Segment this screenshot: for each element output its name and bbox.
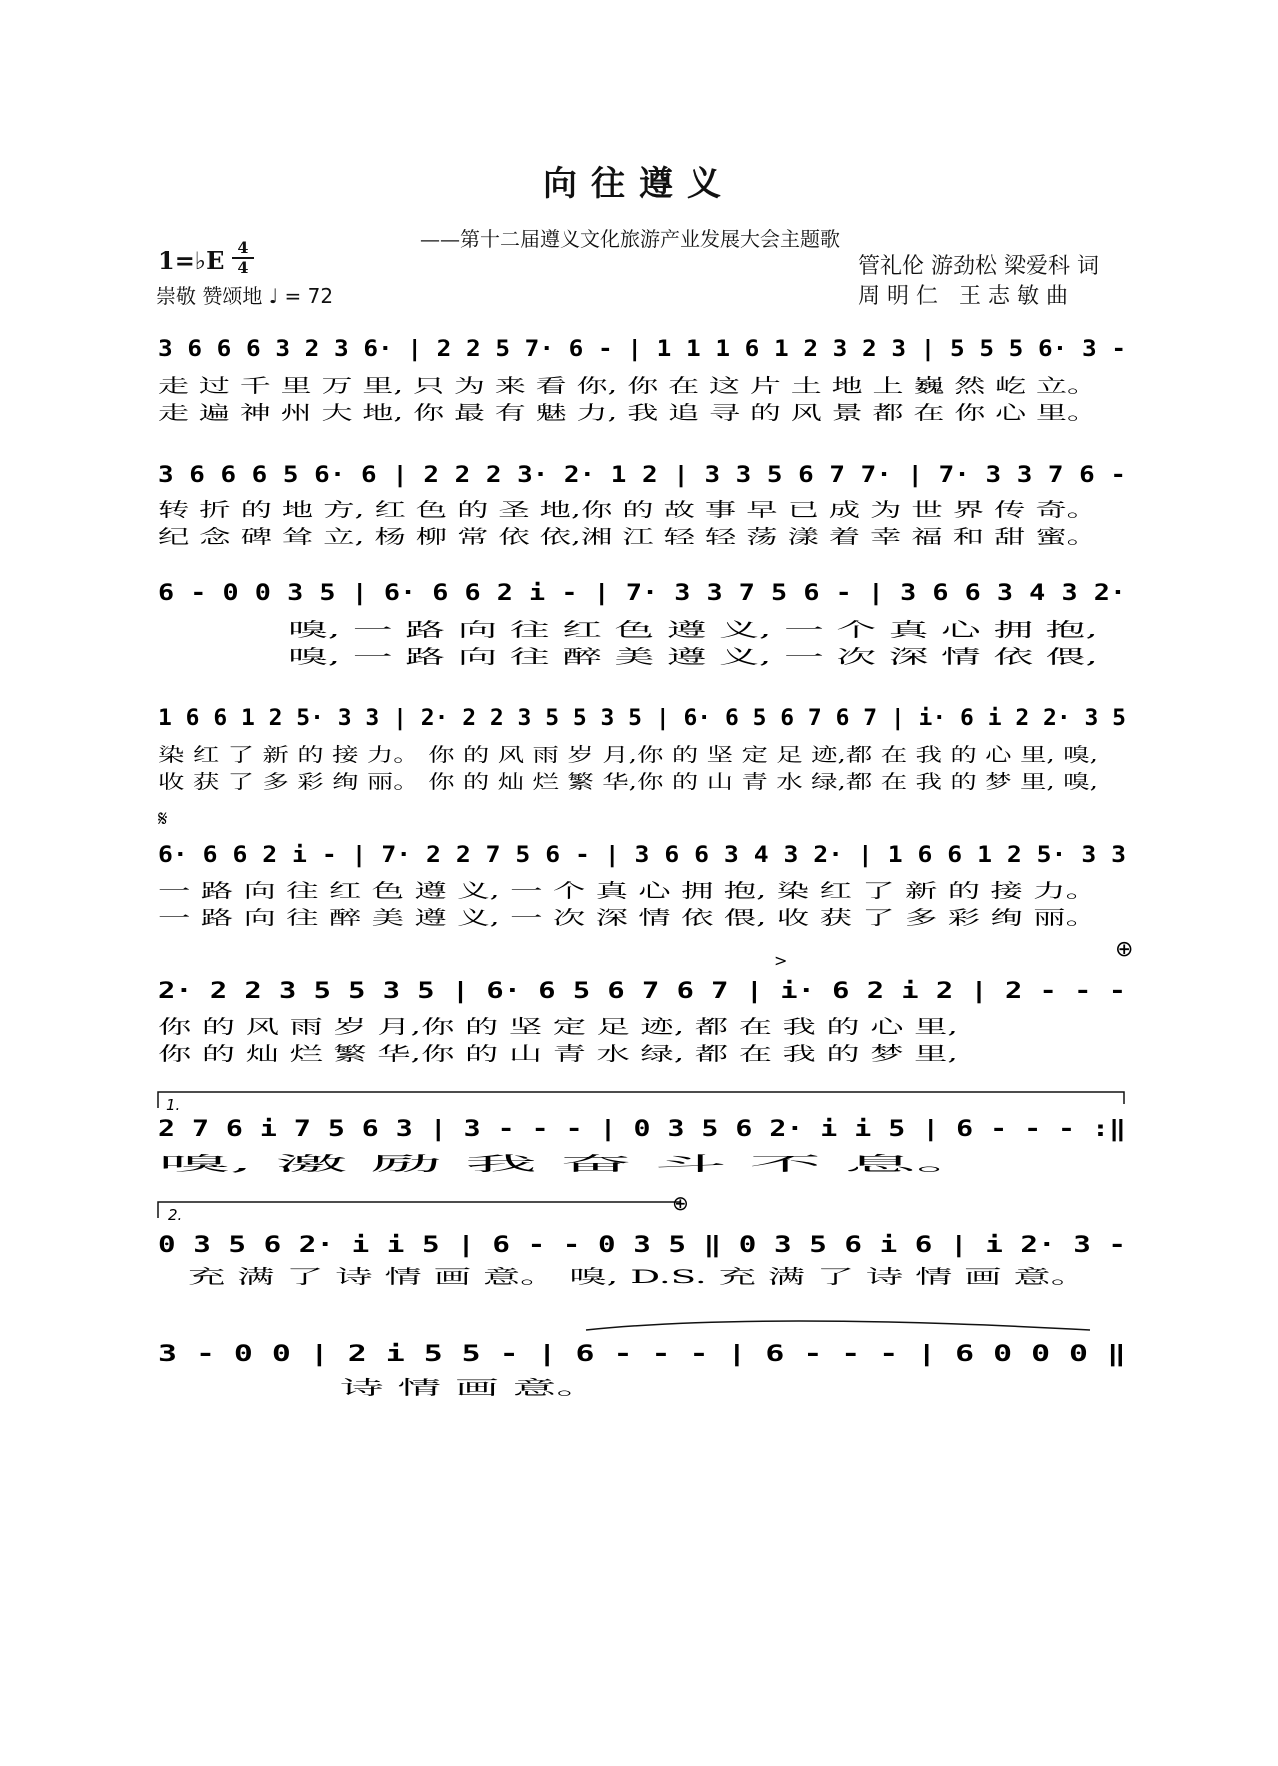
quarter-note-icon: ♩ <box>268 284 279 308</box>
lyric-4b: 收 获 了 多 彩 绚 丽。 你 的 灿 烂 繁 华,你 的 山 青 水 绿,都 在 我 的 梦 里, 嗅, <box>158 771 1098 793</box>
key-signature: 1=♭E <box>158 246 225 275</box>
page-title: 向往遵义 <box>543 164 735 204</box>
lyric-8a: 充 满 了 诗 情 画 意。 嗅, D.S. 充 满 了 诗 情 画 意。 <box>188 1266 1088 1288</box>
lyric-3b: 嗅, 一 路 向 往 醉 美 遵 义, 一 次 深 情 依 偎, <box>288 646 1098 668</box>
lyric-2b: 纪 念 碑 耸 立, 杨 柳 常 依 依,湘 江 轻 轻 荡 漾 着 幸 福 和 甜 蜜。 <box>158 526 1098 548</box>
system-4 <box>158 706 1126 793</box>
coda-sign: ⊕ <box>1115 937 1134 962</box>
notes-line-8: 0 3 5 6 2· i i 5 | 6 - - 0 3 5 ‖ 0 3 5 6 i 6 | i 2· 3 - <box>158 1233 1126 1258</box>
tempo-text: 崇敬 赞颂地 <box>156 284 263 308</box>
lyric-7a: 嗅, 激 励 我 奋 斗 不 息。 <box>158 1153 988 1175</box>
system-3 <box>158 581 1126 668</box>
ending-1-bracket <box>158 1092 1124 1108</box>
meter-bottom: 4 <box>237 258 249 277</box>
lyricist: 管礼伦 游劲松 梁爱科 词 <box>858 254 1099 279</box>
lyric-4a: 染 红 了 新 的 接 力。 你 的 风 雨 岁 月,你 的 坚 定 足 迹,都 在 我 的 心 里, 嗅, <box>158 744 1098 766</box>
segno-sign: 𝄋 <box>158 807 168 832</box>
ending-2-bracket <box>158 1202 680 1218</box>
notes-line-7: 2 7 6 i 7 5 6 3 | 3 - - - | 0 3 5 6 2· i i 5 | 6 - - - :‖ <box>158 1117 1126 1142</box>
notes-line-9: 3 - 0 0 | 2 i 5 5 - | 6 - - - | 6 - - - | 6 0 0 0 ‖ <box>158 1342 1126 1367</box>
notes-line-1: 3 6 6 6 3 2 3 6· | 2 2 5 7· 6 - | 1 1 1 6 1 2 3 2 3 | 5 5 5 6· 3 - <box>158 337 1126 362</box>
notes-line-5: 6· 6 6 2 i - | 7· 2 2 7 5 6 - | 3 6 6 3 4 3 2· | 1 6 6 1 2 5· 3 3 <box>158 843 1126 868</box>
system-2 <box>158 463 1126 548</box>
system-8 <box>158 1233 1126 1288</box>
system-5 <box>158 843 1126 929</box>
composer: 周 明 仁 王 志 敏 曲 <box>858 284 1068 309</box>
ending-1-label: 1. <box>166 1096 181 1114</box>
lyric-5a: 一 路 向 往 红 色 遵 义, 一 个 真 心 拥 抱, 染 红 了 新 的 接 力。 <box>158 880 1098 902</box>
meter-top: 4 <box>237 238 249 257</box>
lyric-1b: 走 遍 神 州 大 地, 你 最 有 魅 力, 我 追 寻 的 风 景 都 在 你 心 里。 <box>158 402 1098 424</box>
lyric-6a: 你 的 风 雨 岁 月,你 的 坚 定 足 迹, 都 在 我 的 心 里, <box>158 1016 958 1038</box>
notes-line-3: 6 - 0 0 3 5 | 6· 6 6 2 i - | 7· 3 3 7 5 6 - | 3 6 6 3 4 3 2· <box>158 581 1126 606</box>
lyric-5b: 一 路 向 往 醉 美 遵 义, 一 次 深 情 依 偎, 收 获 了 多 彩 绚 丽。 <box>158 907 1098 929</box>
system-1 <box>158 337 1126 424</box>
system-7 <box>158 1117 1126 1175</box>
lyric-3a: 嗅, 一 路 向 往 红 色 遵 义, 一 个 真 心 拥 抱, <box>288 619 1098 641</box>
accent-mark: > <box>774 951 788 970</box>
ending-2-label: 2. <box>168 1206 183 1224</box>
notes-line-2: 3 6 6 6 5 6· 6 | 2 2 2 3· 2· 1 2 | 3 3 5 6 7 7· | 7· 3 3 7 6 - <box>158 463 1126 488</box>
lyric-1a: 走 过 千 里 万 里, 只 为 来 看 你, 你 在 这 片 土 地 上 巍 然 屹 立。 <box>158 375 1098 397</box>
subtitle: ——第十二届遵义文化旅游产业发展大会主题歌 <box>420 227 840 251</box>
tempo-value: = 72 <box>284 284 334 308</box>
notes-line-6: 2· 2 2 3 5 5 3 5 | 6· 6 5 6 7 6 7 | i· 6 2 i 2 | 2 - - - <box>158 979 1126 1004</box>
lyric-6b: 你 的 灿 烂 繁 华,你 的 山 青 水 绿, 都 在 我 的 梦 里, <box>158 1043 958 1065</box>
system-6 <box>158 951 1126 1065</box>
lyric-2a: 转 折 的 地 方, 红 色 的 圣 地,你 的 故 事 早 已 成 为 世 界 传 奇。 <box>158 499 1098 521</box>
tie-final <box>586 1321 1090 1330</box>
notes-line-4: 1 6 6 1 2 5· 3 3 | 2· 2 2 3 5 5 3 5 | 6· 6 5 6 7 6 7 | i· 6 i 2 2· 3 5 <box>158 706 1126 731</box>
system-9 <box>158 1321 1126 1399</box>
coda-sign-2: ⊕ <box>672 1191 689 1215</box>
lyric-9a: 诗 情 画 意。 <box>340 1377 600 1399</box>
